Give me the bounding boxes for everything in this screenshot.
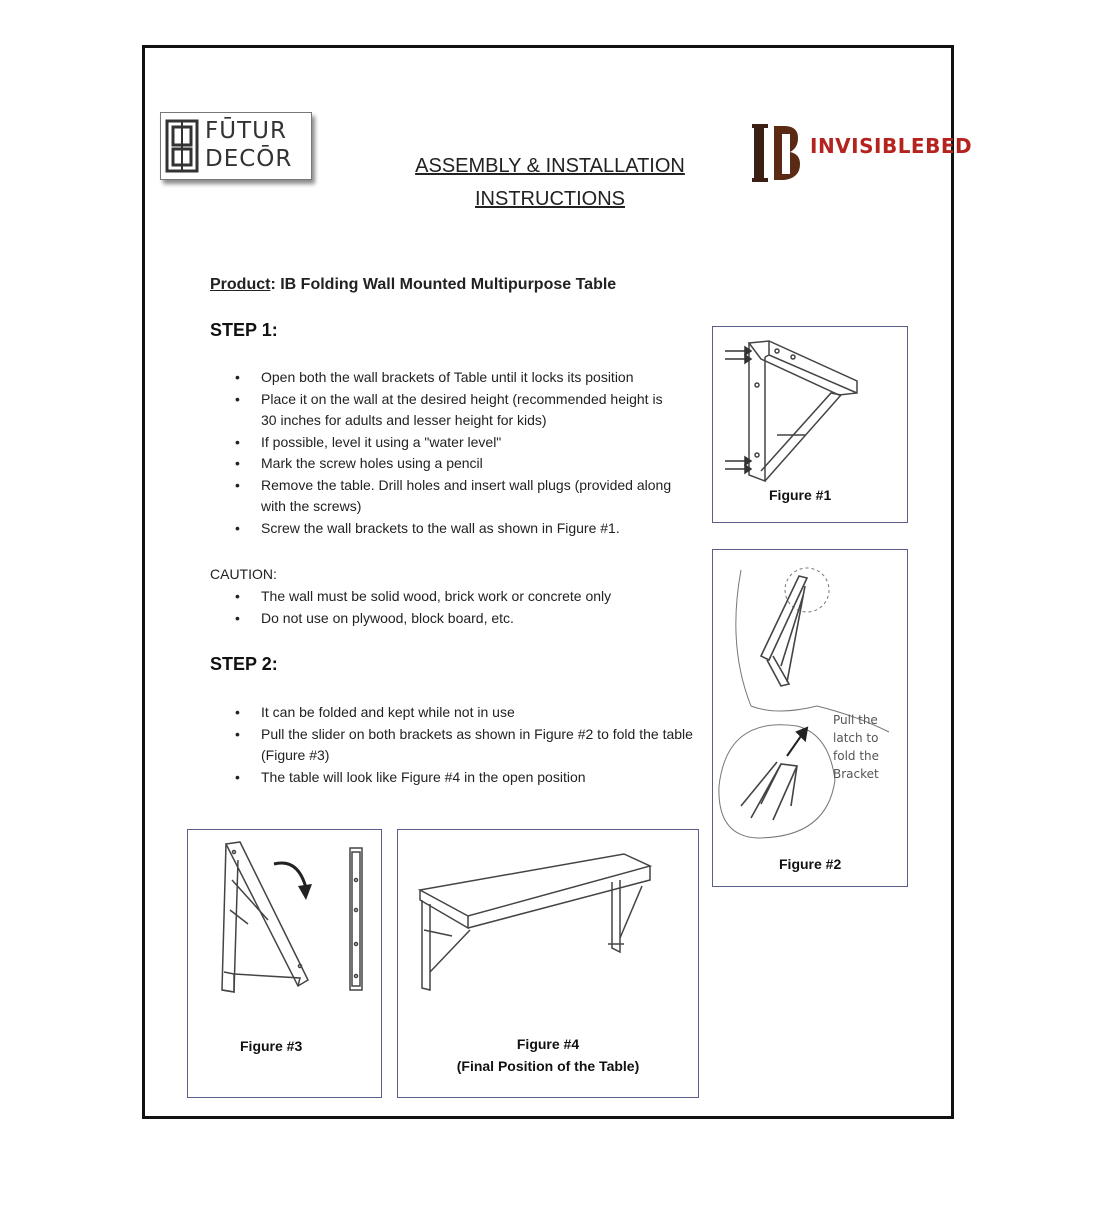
product-label: Product xyxy=(210,276,271,293)
step1-list xyxy=(233,367,703,539)
list-item: • If possible, level it using a "water level" xyxy=(233,432,703,454)
list-item: • Remove the table. Drill holes and insert wall plugs (provided along with the screws) xyxy=(233,475,703,518)
invisible-bed-word1: INVISIBLE xyxy=(810,134,926,158)
bracket-folding-illustration xyxy=(212,840,382,1010)
document-title xyxy=(380,150,720,216)
figure4-box xyxy=(397,829,699,1098)
figure2-box xyxy=(712,549,908,887)
list-item: • The wall must be solid wood, brick work or concrete only xyxy=(233,586,703,608)
invisible-bed-mark-icon xyxy=(752,124,804,184)
product-line xyxy=(210,276,616,294)
futur-decor-logo xyxy=(160,112,312,180)
figure4-caption-line2: (Final Position of the Table) xyxy=(456,1058,640,1074)
step2-list xyxy=(233,702,703,788)
futur-decor-mark-icon xyxy=(165,119,199,173)
figure4-caption-line1: Figure #4 xyxy=(516,1036,580,1052)
wall-bracket-open-illustration xyxy=(721,335,899,485)
figure2-note-line2: latch to xyxy=(833,731,879,745)
list-item: • The table will look like Figure #4 in the open position xyxy=(233,767,703,789)
figure1-caption: Figure #1 xyxy=(769,487,832,503)
table-open-illustration xyxy=(412,852,692,992)
figure2-note-line1: Pull the xyxy=(833,713,878,727)
figure2-note-line3: fold the xyxy=(833,749,880,763)
list-item: • It can be folded and kept while not in use xyxy=(233,702,703,724)
list-item: • Open both the wall brackets of Table until it locks its position xyxy=(233,367,703,389)
figure3-caption: Figure #3 xyxy=(240,1038,303,1054)
figure1-box xyxy=(712,326,908,523)
bracket-latch-illustration xyxy=(717,556,905,846)
caution-heading: CAUTION: xyxy=(210,566,277,582)
list-item: • Do not use on plywood, block board, etc. xyxy=(233,608,703,630)
invisible-bed-wordmark xyxy=(810,134,972,158)
list-item: • Pull the slider on both brackets as shown in Figure #2 to fold the table (Figure #3) xyxy=(233,724,703,767)
futur-decor-logo-line1: FŪTUR xyxy=(205,118,287,144)
figure2-note-line4: Bracket xyxy=(833,767,879,781)
futur-decor-logo-line2: DECŌR xyxy=(205,146,293,172)
title-line2: INSTRUCTIONS xyxy=(475,188,625,210)
product-name: : IB Folding Wall Mounted Multipurpose Table xyxy=(270,276,617,293)
list-item: • Screw the wall brackets to the wall as shown in Figure #1. xyxy=(233,518,703,540)
invisible-bed-word2: BED xyxy=(925,134,973,158)
figure2-caption: Figure #2 xyxy=(779,856,842,872)
title-line1: ASSEMBLY & INSTALLATION xyxy=(415,155,685,177)
figure3-box xyxy=(187,829,382,1098)
list-item: • Mark the screw holes using a pencil xyxy=(233,453,703,475)
step2-heading: STEP 2: xyxy=(210,654,278,674)
list-item: • Place it on the wall at the desired height (recommended height is 30 inches for adults and lesser height for kids) xyxy=(233,389,703,432)
invisible-bed-logo xyxy=(752,124,973,184)
step1-heading: STEP 1: xyxy=(210,320,278,340)
caution-list xyxy=(233,586,703,629)
